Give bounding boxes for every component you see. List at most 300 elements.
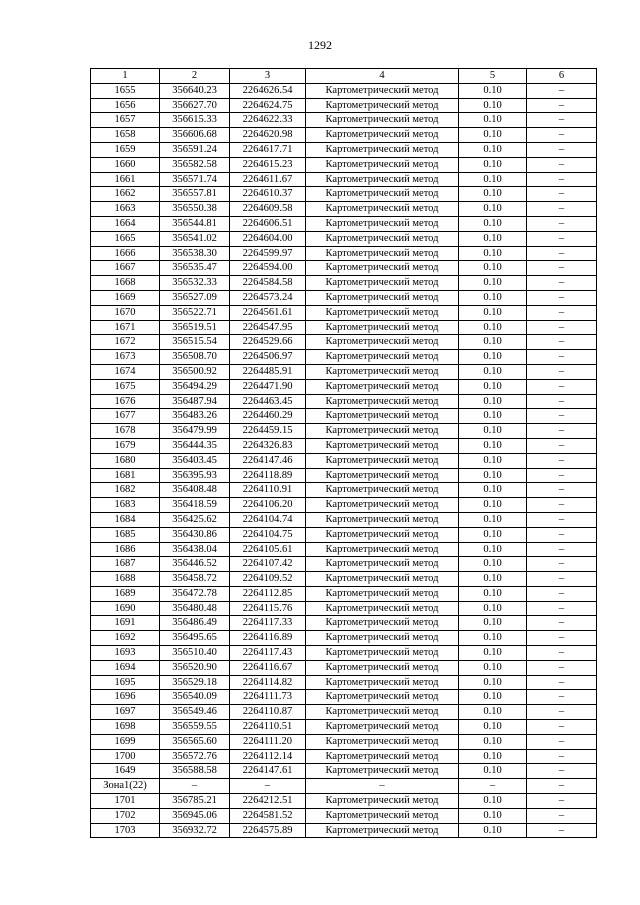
header-cell: 4 — [306, 69, 459, 84]
y-coordinate-cell: 2264110.87 — [230, 705, 306, 720]
y-coordinate-cell: 2264506.97 — [230, 350, 306, 365]
point-number-cell: 1655 — [91, 83, 160, 98]
point-number-cell: 1694 — [91, 660, 160, 675]
accuracy-cell: 0.10 — [459, 616, 527, 631]
x-coordinate-cell: 356425.62 — [160, 512, 230, 527]
accuracy-cell: 0.10 — [459, 364, 527, 379]
table-row — [91, 98, 597, 113]
y-coordinate-cell: 2264609.58 — [230, 202, 306, 217]
point-number-cell: 1684 — [91, 512, 160, 527]
method-cell: Картометрический метод — [306, 512, 459, 527]
y-coordinate-cell: 2264105.61 — [230, 542, 306, 557]
method-cell: Картометрический метод — [306, 646, 459, 661]
table-row — [91, 705, 597, 720]
accuracy-cell: 0.10 — [459, 424, 527, 439]
method-cell: Картометрический метод — [306, 660, 459, 675]
table-row — [91, 646, 597, 661]
note-cell: – — [527, 379, 597, 394]
y-coordinate-cell: 2264561.61 — [230, 305, 306, 320]
note-cell: – — [527, 335, 597, 350]
y-coordinate-cell: 2264615.23 — [230, 157, 306, 172]
x-coordinate-cell: 356606.68 — [160, 128, 230, 143]
table-row — [91, 364, 597, 379]
accuracy-cell: 0.10 — [459, 660, 527, 675]
table-row — [91, 823, 597, 838]
x-coordinate-cell: 356541.02 — [160, 231, 230, 246]
table-row — [91, 749, 597, 764]
accuracy-cell: 0.10 — [459, 453, 527, 468]
note-cell: – — [527, 216, 597, 231]
note-cell: – — [527, 113, 597, 128]
x-coordinate-cell: 356472.78 — [160, 586, 230, 601]
point-number-cell: 1677 — [91, 409, 160, 424]
point-number-cell: 1664 — [91, 216, 160, 231]
method-cell: Картометрический метод — [306, 705, 459, 720]
method-cell: Картометрический метод — [306, 616, 459, 631]
method-cell: Картометрический метод — [306, 586, 459, 601]
accuracy-cell: 0.10 — [459, 542, 527, 557]
note-cell: – — [527, 705, 597, 720]
note-cell: – — [527, 557, 597, 572]
accuracy-cell: 0.10 — [459, 335, 527, 350]
table-header — [91, 69, 597, 84]
y-coordinate-cell: 2264107.42 — [230, 557, 306, 572]
x-coordinate-cell: 356538.30 — [160, 246, 230, 261]
table-row — [91, 438, 597, 453]
y-coordinate-cell: 2264109.52 — [230, 572, 306, 587]
point-number-cell: 1662 — [91, 187, 160, 202]
accuracy-cell: 0.10 — [459, 394, 527, 409]
y-coordinate-cell: 2264326.83 — [230, 438, 306, 453]
y-coordinate-cell: 2264620.98 — [230, 128, 306, 143]
method-cell: Картометрический метод — [306, 749, 459, 764]
x-coordinate-cell: 356438.04 — [160, 542, 230, 557]
note-cell: – — [527, 616, 597, 631]
point-number-cell: 1702 — [91, 808, 160, 823]
point-number-cell: 1661 — [91, 172, 160, 187]
y-coordinate-cell: 2264610.37 — [230, 187, 306, 202]
point-number-cell: 1669 — [91, 290, 160, 305]
method-cell: Картометрический метод — [306, 142, 459, 157]
x-coordinate-cell: 356395.93 — [160, 468, 230, 483]
accuracy-cell: 0.10 — [459, 734, 527, 749]
y-coordinate-cell: 2264573.24 — [230, 290, 306, 305]
note-cell: – — [527, 320, 597, 335]
note-cell: – — [527, 542, 597, 557]
point-number-cell: 1688 — [91, 572, 160, 587]
x-coordinate-cell: 356544.81 — [160, 216, 230, 231]
method-cell: Картометрический метод — [306, 172, 459, 187]
accuracy-cell: 0.10 — [459, 379, 527, 394]
x-coordinate-cell: 356495.65 — [160, 631, 230, 646]
table-row — [91, 483, 597, 498]
y-coordinate-cell: – — [230, 779, 306, 794]
method-cell: Картометрический метод — [306, 527, 459, 542]
note-cell: – — [527, 527, 597, 542]
note-cell: – — [527, 128, 597, 143]
table-row — [91, 335, 597, 350]
table-row — [91, 586, 597, 601]
table-row — [91, 305, 597, 320]
method-cell: Картометрический метод — [306, 557, 459, 572]
x-coordinate-cell: 356549.46 — [160, 705, 230, 720]
note-cell: – — [527, 276, 597, 291]
method-cell: Картометрический метод — [306, 231, 459, 246]
note-cell: – — [527, 305, 597, 320]
method-cell: Картометрический метод — [306, 246, 459, 261]
note-cell: – — [527, 675, 597, 690]
note-cell: – — [527, 512, 597, 527]
table-row — [91, 601, 597, 616]
x-coordinate-cell: 356932.72 — [160, 823, 230, 838]
method-cell: Картометрический метод — [306, 453, 459, 468]
x-coordinate-cell: 356408.48 — [160, 483, 230, 498]
accuracy-cell: – — [459, 779, 527, 794]
note-cell: – — [527, 231, 597, 246]
y-coordinate-cell: 2264147.46 — [230, 453, 306, 468]
x-coordinate-cell: 356508.70 — [160, 350, 230, 365]
note-cell: – — [527, 453, 597, 468]
accuracy-cell: 0.10 — [459, 601, 527, 616]
table-row — [91, 128, 597, 143]
header-row — [91, 69, 597, 84]
note-cell: – — [527, 468, 597, 483]
y-coordinate-cell: 2264622.33 — [230, 113, 306, 128]
method-cell: Картометрический метод — [306, 542, 459, 557]
point-number-cell: 1683 — [91, 498, 160, 513]
table-row — [91, 498, 597, 513]
accuracy-cell: 0.10 — [459, 157, 527, 172]
point-number-cell: 1670 — [91, 305, 160, 320]
table-row — [91, 394, 597, 409]
point-number-cell: 1698 — [91, 720, 160, 735]
y-coordinate-cell: 2264485.91 — [230, 364, 306, 379]
point-number-cell: 1671 — [91, 320, 160, 335]
accuracy-cell: 0.10 — [459, 187, 527, 202]
method-cell: Картометрический метод — [306, 631, 459, 646]
point-number-cell: 1674 — [91, 364, 160, 379]
table-row — [91, 779, 597, 794]
point-number-cell: 1659 — [91, 142, 160, 157]
method-cell: Картометрический метод — [306, 424, 459, 439]
table-row — [91, 261, 597, 276]
method-cell: Картометрический метод — [306, 409, 459, 424]
note-cell: – — [527, 646, 597, 661]
accuracy-cell: 0.10 — [459, 320, 527, 335]
accuracy-cell: 0.10 — [459, 438, 527, 453]
note-cell: – — [527, 572, 597, 587]
note-cell: – — [527, 98, 597, 113]
method-cell: Картометрический метод — [306, 823, 459, 838]
method-cell: Картометрический метод — [306, 216, 459, 231]
method-cell: Картометрический метод — [306, 350, 459, 365]
x-coordinate-cell: 356640.23 — [160, 83, 230, 98]
y-coordinate-cell: 2264112.14 — [230, 749, 306, 764]
note-cell: – — [527, 690, 597, 705]
x-coordinate-cell: 356588.58 — [160, 764, 230, 779]
point-number-cell: 1672 — [91, 335, 160, 350]
point-number-cell: 1660 — [91, 157, 160, 172]
accuracy-cell: 0.10 — [459, 794, 527, 809]
note-cell: – — [527, 261, 597, 276]
accuracy-cell: 0.10 — [459, 128, 527, 143]
y-coordinate-cell: 2264575.89 — [230, 823, 306, 838]
point-number-cell: 1696 — [91, 690, 160, 705]
y-coordinate-cell: 2264604.00 — [230, 231, 306, 246]
method-cell: Картометрический метод — [306, 157, 459, 172]
table-row — [91, 542, 597, 557]
y-coordinate-cell: 2264106.20 — [230, 498, 306, 513]
x-coordinate-cell: 356446.52 — [160, 557, 230, 572]
accuracy-cell: 0.10 — [459, 527, 527, 542]
point-number-cell: 1673 — [91, 350, 160, 365]
y-coordinate-cell: 2264104.75 — [230, 527, 306, 542]
note-cell: – — [527, 720, 597, 735]
y-coordinate-cell: 2264112.85 — [230, 586, 306, 601]
x-coordinate-cell: 356557.81 — [160, 187, 230, 202]
x-coordinate-cell: 356550.38 — [160, 202, 230, 217]
y-coordinate-cell: 2264594.00 — [230, 261, 306, 276]
note-cell: – — [527, 749, 597, 764]
y-coordinate-cell: 2264117.33 — [230, 616, 306, 631]
accuracy-cell: 0.10 — [459, 409, 527, 424]
point-number-cell: 1699 — [91, 734, 160, 749]
method-cell: – — [306, 779, 459, 794]
table-row — [91, 572, 597, 587]
y-coordinate-cell: 2264599.97 — [230, 246, 306, 261]
method-cell: Картометрический метод — [306, 394, 459, 409]
method-cell: Картометрический метод — [306, 483, 459, 498]
x-coordinate-cell: 356945.06 — [160, 808, 230, 823]
method-cell: Картометрический метод — [306, 113, 459, 128]
accuracy-cell: 0.10 — [459, 586, 527, 601]
x-coordinate-cell: 356571.74 — [160, 172, 230, 187]
note-cell: – — [527, 246, 597, 261]
y-coordinate-cell: 2264460.29 — [230, 409, 306, 424]
method-cell: Картометрический метод — [306, 98, 459, 113]
table-row — [91, 320, 597, 335]
point-number-cell: 1676 — [91, 394, 160, 409]
table-row — [91, 675, 597, 690]
table-row — [91, 616, 597, 631]
accuracy-cell: 0.10 — [459, 631, 527, 646]
x-coordinate-cell: 356522.71 — [160, 305, 230, 320]
method-cell: Картометрический метод — [306, 202, 459, 217]
note-cell: – — [527, 364, 597, 379]
accuracy-cell: 0.10 — [459, 350, 527, 365]
x-coordinate-cell: 356418.59 — [160, 498, 230, 513]
point-number-cell: 1682 — [91, 483, 160, 498]
note-cell: – — [527, 823, 597, 838]
accuracy-cell: 0.10 — [459, 246, 527, 261]
x-coordinate-cell: 356540.09 — [160, 690, 230, 705]
x-coordinate-cell: 356515.54 — [160, 335, 230, 350]
y-coordinate-cell: 2264529.66 — [230, 335, 306, 350]
x-coordinate-cell: 356785.21 — [160, 794, 230, 809]
accuracy-cell: 0.10 — [459, 290, 527, 305]
accuracy-cell: 0.10 — [459, 468, 527, 483]
point-number-cell: 1665 — [91, 231, 160, 246]
note-cell: – — [527, 409, 597, 424]
table-row — [91, 350, 597, 365]
note-cell: – — [527, 172, 597, 187]
point-number-cell: 1689 — [91, 586, 160, 601]
accuracy-cell: 0.10 — [459, 231, 527, 246]
table-row — [91, 142, 597, 157]
y-coordinate-cell: 2264626.54 — [230, 83, 306, 98]
method-cell: Картометрический метод — [306, 305, 459, 320]
method-cell: Картометрический метод — [306, 261, 459, 276]
y-coordinate-cell: 2264584.58 — [230, 276, 306, 291]
method-cell: Картометрический метод — [306, 83, 459, 98]
table-row — [91, 808, 597, 823]
note-cell: – — [527, 601, 597, 616]
table-row — [91, 216, 597, 231]
page-number: 1292 — [308, 38, 332, 52]
method-cell: Картометрический метод — [306, 320, 459, 335]
x-coordinate-cell: 356430.86 — [160, 527, 230, 542]
y-coordinate-cell: 2264116.89 — [230, 631, 306, 646]
accuracy-cell: 0.10 — [459, 305, 527, 320]
point-number-cell: 1663 — [91, 202, 160, 217]
x-coordinate-cell: 356444.35 — [160, 438, 230, 453]
table-row — [91, 794, 597, 809]
table-row — [91, 527, 597, 542]
table-row — [91, 468, 597, 483]
table-row — [91, 202, 597, 217]
y-coordinate-cell: 2264104.74 — [230, 512, 306, 527]
note-cell: – — [527, 586, 597, 601]
method-cell: Картометрический метод — [306, 379, 459, 394]
x-coordinate-cell: 356615.33 — [160, 113, 230, 128]
y-coordinate-cell: 2264118.89 — [230, 468, 306, 483]
x-coordinate-cell: 356486.49 — [160, 616, 230, 631]
y-coordinate-cell: 2264547.95 — [230, 320, 306, 335]
note-cell: – — [527, 779, 597, 794]
accuracy-cell: 0.10 — [459, 749, 527, 764]
table-row — [91, 113, 597, 128]
y-coordinate-cell: 2264117.43 — [230, 646, 306, 661]
point-number-cell: 1692 — [91, 631, 160, 646]
accuracy-cell: 0.10 — [459, 808, 527, 823]
y-coordinate-cell: 2264111.20 — [230, 734, 306, 749]
header-cell: 1 — [91, 69, 160, 84]
point-number-cell: 1693 — [91, 646, 160, 661]
point-number-cell: 1690 — [91, 601, 160, 616]
point-number-cell: 1657 — [91, 113, 160, 128]
accuracy-cell: 0.10 — [459, 823, 527, 838]
y-coordinate-cell: 2264606.51 — [230, 216, 306, 231]
note-cell: – — [527, 350, 597, 365]
accuracy-cell: 0.10 — [459, 276, 527, 291]
header-cell: 3 — [230, 69, 306, 84]
note-cell: – — [527, 734, 597, 749]
point-number-cell: 1686 — [91, 542, 160, 557]
point-number-cell: 1701 — [91, 794, 160, 809]
x-coordinate-cell: 356572.76 — [160, 749, 230, 764]
accuracy-cell: 0.10 — [459, 172, 527, 187]
point-number-cell: 1649 — [91, 764, 160, 779]
method-cell: Картометрический метод — [306, 675, 459, 690]
point-number-cell: 1667 — [91, 261, 160, 276]
method-cell: Картометрический метод — [306, 498, 459, 513]
y-coordinate-cell: 2264111.73 — [230, 690, 306, 705]
note-cell: – — [527, 808, 597, 823]
note-cell: – — [527, 438, 597, 453]
point-number-cell: 1681 — [91, 468, 160, 483]
x-coordinate-cell: – — [160, 779, 230, 794]
method-cell: Картометрический метод — [306, 734, 459, 749]
header-cell: 5 — [459, 69, 527, 84]
accuracy-cell: 0.10 — [459, 498, 527, 513]
accuracy-cell: 0.10 — [459, 216, 527, 231]
table-body — [91, 83, 597, 838]
table-row — [91, 409, 597, 424]
x-coordinate-cell: 356532.33 — [160, 276, 230, 291]
method-cell: Картометрический метод — [306, 808, 459, 823]
accuracy-cell: 0.10 — [459, 512, 527, 527]
table-row — [91, 720, 597, 735]
table-row — [91, 690, 597, 705]
note-cell: – — [527, 394, 597, 409]
y-coordinate-cell: 2264617.71 — [230, 142, 306, 157]
x-coordinate-cell: 356529.18 — [160, 675, 230, 690]
table-row — [91, 290, 597, 305]
point-number-cell: 1695 — [91, 675, 160, 690]
method-cell: Картометрический метод — [306, 794, 459, 809]
x-coordinate-cell: 356487.94 — [160, 394, 230, 409]
note-cell: – — [527, 187, 597, 202]
method-cell: Картометрический метод — [306, 335, 459, 350]
accuracy-cell: 0.10 — [459, 764, 527, 779]
method-cell: Картометрический метод — [306, 187, 459, 202]
y-coordinate-cell: 2264581.52 — [230, 808, 306, 823]
y-coordinate-cell: 2264212.51 — [230, 794, 306, 809]
x-coordinate-cell: 356520.90 — [160, 660, 230, 675]
table-row — [91, 246, 597, 261]
point-number-cell: 1668 — [91, 276, 160, 291]
y-coordinate-cell: 2264116.67 — [230, 660, 306, 675]
table-row — [91, 157, 597, 172]
x-coordinate-cell: 356510.40 — [160, 646, 230, 661]
point-number-cell: 1666 — [91, 246, 160, 261]
x-coordinate-cell: 356479.99 — [160, 424, 230, 439]
point-number-cell: 1691 — [91, 616, 160, 631]
accuracy-cell: 0.10 — [459, 261, 527, 276]
note-cell: – — [527, 290, 597, 305]
note-cell: – — [527, 142, 597, 157]
point-number-cell: 1679 — [91, 438, 160, 453]
y-coordinate-cell: 2264624.75 — [230, 98, 306, 113]
table-row — [91, 187, 597, 202]
accuracy-cell: 0.10 — [459, 142, 527, 157]
note-cell: – — [527, 483, 597, 498]
table-row — [91, 424, 597, 439]
y-coordinate-cell: 2264115.76 — [230, 601, 306, 616]
accuracy-cell: 0.10 — [459, 720, 527, 735]
method-cell: Картометрический метод — [306, 720, 459, 735]
table-row — [91, 172, 597, 187]
point-number-cell: 1680 — [91, 453, 160, 468]
method-cell: Картометрический метод — [306, 438, 459, 453]
x-coordinate-cell: 356565.60 — [160, 734, 230, 749]
x-coordinate-cell: 356519.51 — [160, 320, 230, 335]
y-coordinate-cell: 2264114.82 — [230, 675, 306, 690]
accuracy-cell: 0.10 — [459, 675, 527, 690]
x-coordinate-cell: 356527.09 — [160, 290, 230, 305]
table-row — [91, 660, 597, 675]
point-number-cell: Зона1(22) — [91, 779, 160, 794]
